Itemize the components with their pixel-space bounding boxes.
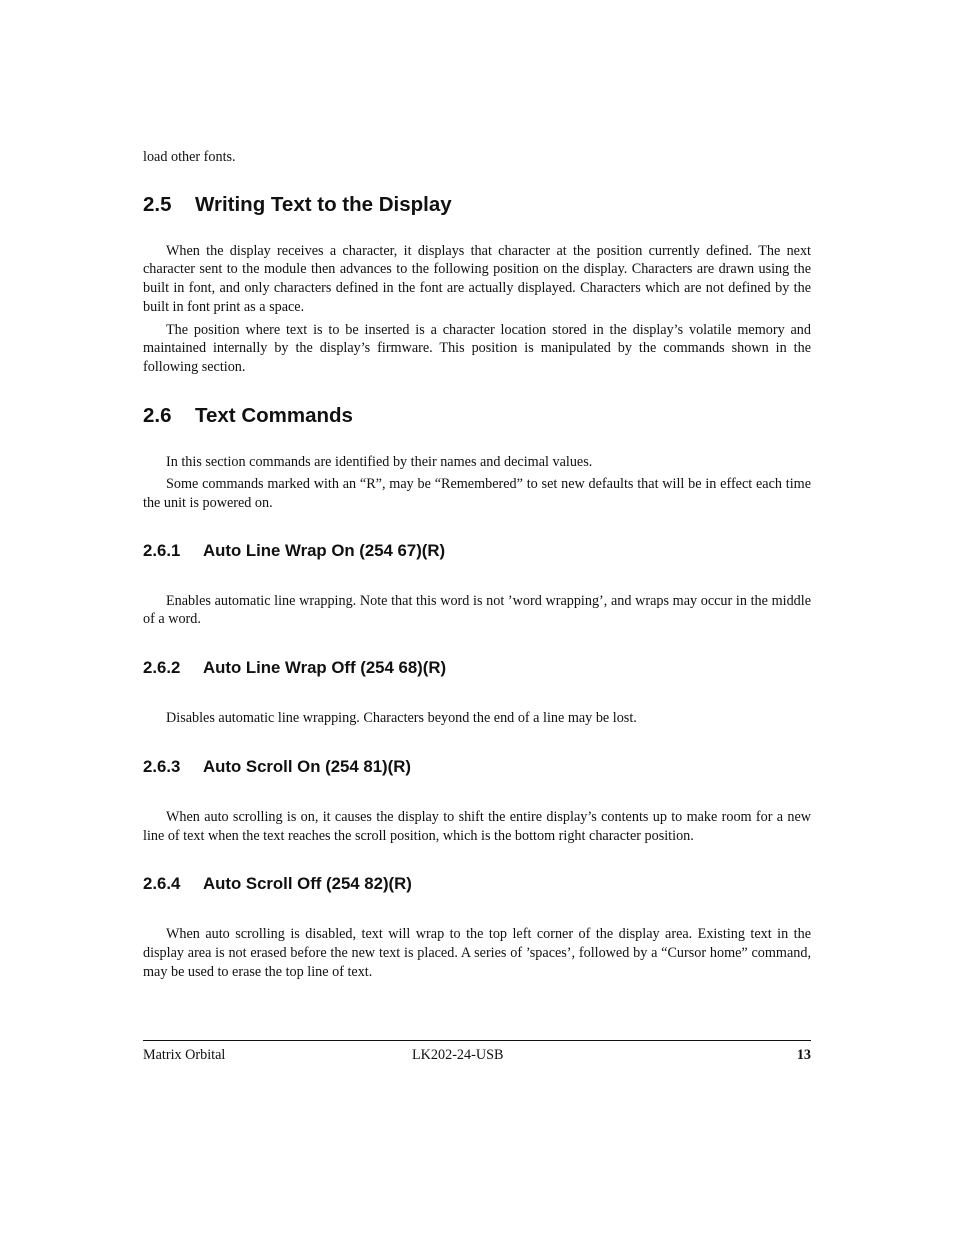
section-title: Text Commands xyxy=(195,403,353,427)
subsection-number: 2.6.1 xyxy=(143,540,181,560)
paragraph: Some commands marked with an “R”, may be “Remembered” to set new defaults that will be in effect each time the unit is powered on. xyxy=(143,476,811,512)
section-heading xyxy=(143,403,811,429)
continued-paragraph: load other fonts. xyxy=(143,149,236,165)
subsection-heading xyxy=(143,873,811,895)
subsection-title: Auto Scroll Off (254 82)(R) xyxy=(203,874,412,894)
section-number: 2.6 xyxy=(143,403,172,427)
section-title: Writing Text to the Display xyxy=(195,192,452,216)
subsection-title: Auto Scroll On (254 81)(R) xyxy=(203,756,411,776)
paragraph: Enables automatic line wrapping. Note that this word is not ’word wrapping’, and wraps may occur in the middle of a word. xyxy=(143,592,811,628)
footer-company: Matrix Orbital xyxy=(143,1047,226,1063)
paragraph: When the display receives a character, it displays that character at the position currently defined. The next character sent to the module then advances to the following position on the display. Characters are drawn using the built in font, and only characters defined in the font are actually displayed. Characters which are not defined by the built in font print as a space. xyxy=(143,242,811,315)
section-number: 2.5 xyxy=(143,192,172,216)
paragraph: When auto scrolling is disabled, text will wrap to the top left corner of the display area. Existing text in the display area is not erased before the new text is placed. A series of ’spaces’, followed by a “Cursor home” command, may be used to erase the top line of text. xyxy=(143,926,811,980)
subsection-2-6-3 xyxy=(143,756,811,845)
page-footer xyxy=(143,1040,811,1069)
subsection-heading xyxy=(143,657,811,679)
page-number: 13 xyxy=(796,1047,811,1063)
subsection-number: 2.6.2 xyxy=(143,658,181,678)
subsection-title: Auto Line Wrap On (254 67)(R) xyxy=(203,540,446,560)
paragraph: The position where text is to be inserted is a character location stored in the display’s volatile memory and maintained internally by the display’s firmware. This position is manipulated by the commands shown in the following section. xyxy=(143,321,811,375)
subsection-2-6-4 xyxy=(143,873,811,981)
subsection-2-6-1 xyxy=(143,540,811,629)
subsection-title: Auto Line Wrap Off (254 68)(R) xyxy=(203,658,447,678)
paragraph: When auto scrolling is on, it causes the display to shift the entire display’s contents up to make room for a new line of text when the text reaches the scroll position, which is the bottom right character position. xyxy=(143,808,811,844)
subsection-number: 2.6.3 xyxy=(143,756,181,776)
subsection-2-6-2 xyxy=(143,657,811,728)
section-2-5 xyxy=(143,192,811,377)
page-body xyxy=(143,148,811,981)
subsection-heading xyxy=(143,540,811,562)
footer-model: LK202-24-USB xyxy=(412,1047,504,1063)
subsection-heading xyxy=(143,756,811,778)
section-2-6 xyxy=(143,403,811,513)
section-heading xyxy=(143,192,811,218)
subsection-number: 2.6.4 xyxy=(143,874,181,894)
paragraph: Disables automatic line wrapping. Characters beyond the end of a line may be lost. xyxy=(166,710,637,727)
paragraph: In this section commands are identified by their names and decimal values. xyxy=(166,453,593,470)
